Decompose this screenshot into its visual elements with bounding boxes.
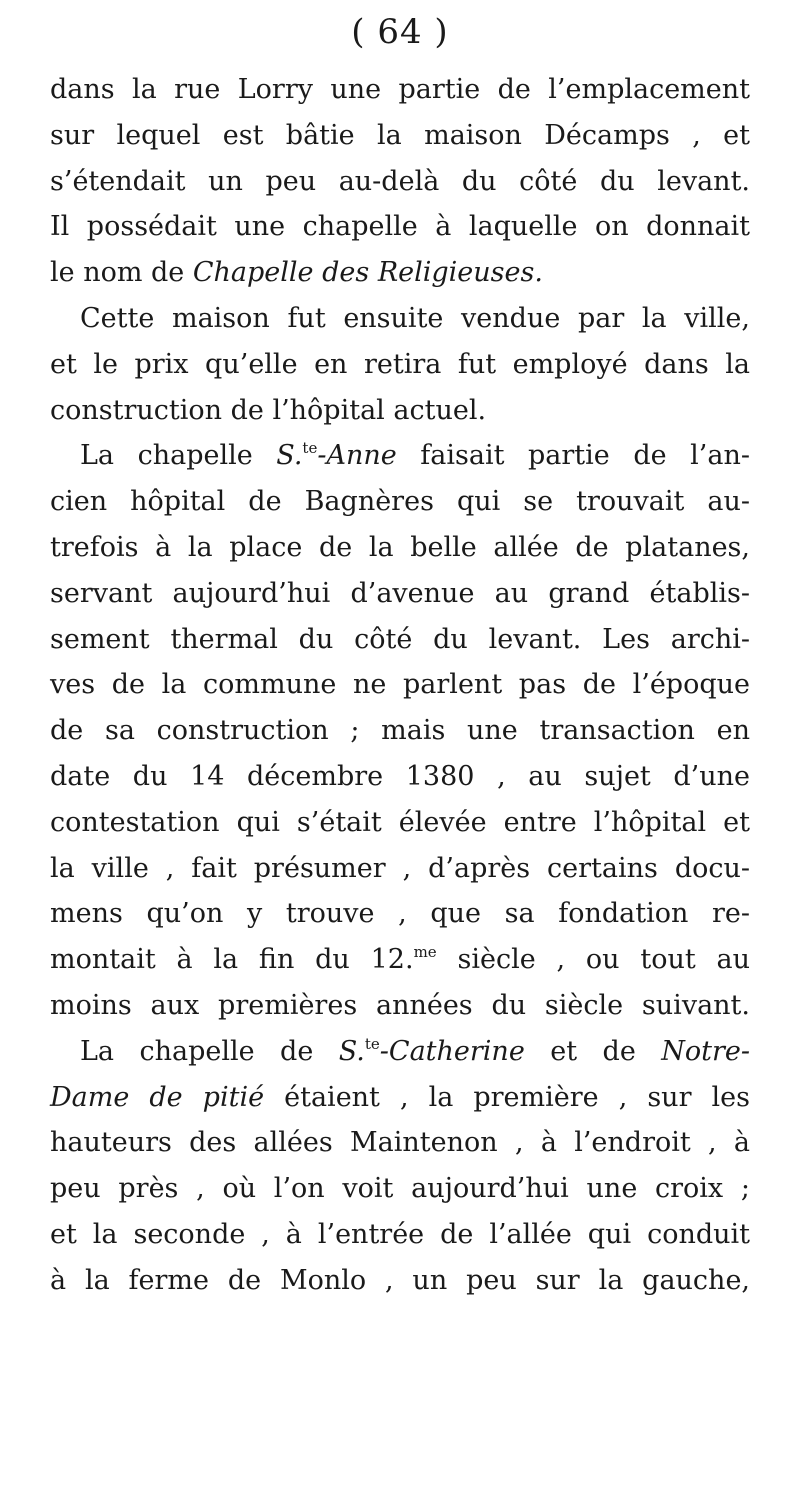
text-line xyxy=(50,250,750,296)
text-segment: Cette maison fut ensuite vendue par la ville, xyxy=(80,302,750,334)
text-segment: La chapelle xyxy=(80,440,277,472)
text-line xyxy=(50,342,750,388)
text-line xyxy=(50,937,750,983)
text-segment: La chapelle de xyxy=(80,1035,339,1067)
text-line xyxy=(50,571,750,617)
text-segment: hauteurs des allées Maintenon , à l’endroit , à xyxy=(50,1127,750,1159)
text-segment: sement thermal du côté du levant. Les archi- xyxy=(50,623,750,655)
text-line xyxy=(50,800,750,846)
text-line xyxy=(50,708,750,754)
text-line xyxy=(50,1075,750,1121)
superscript: te xyxy=(364,1034,380,1053)
text-segment: à la ferme de Monlo , un peu sur la gauche, xyxy=(50,1264,750,1296)
text-line xyxy=(50,1120,750,1166)
text-segment: la ville , fait présumer , d’après certains docu- xyxy=(50,852,750,884)
text-line xyxy=(50,846,750,892)
italic-text: -Anne xyxy=(317,440,397,472)
text-line xyxy=(50,479,750,525)
text-segment: montait à la fin du 12. xyxy=(50,944,414,976)
text-segment: contestation qui s’était élevée entre l’hôpital et xyxy=(50,806,750,838)
text-line xyxy=(50,617,750,663)
text-segment: construction de l’hôpital actuel. xyxy=(50,394,487,426)
text-segment: et le prix qu’elle en retira fut employé dans la xyxy=(50,348,750,380)
text-line xyxy=(50,204,750,250)
text-line xyxy=(50,159,750,205)
text-segment: de sa construction ; mais une transaction en xyxy=(50,715,750,747)
text-line xyxy=(50,1258,750,1304)
text-segment: cien hôpital de Bagnères qui se trouvait au- xyxy=(50,486,750,518)
text-segment: dans la rue Lorry une partie de l’emplacement xyxy=(50,74,750,105)
body-text xyxy=(50,67,750,1304)
text-line xyxy=(50,754,750,800)
text-line xyxy=(50,983,750,1029)
text-line xyxy=(50,67,750,113)
text-segment: ves de la commune ne parlent pas de l’époque xyxy=(50,669,750,701)
text-line xyxy=(50,525,750,571)
text-segment: siècle , ou tout au xyxy=(436,944,750,976)
italic-text: Chapelle des Religieuses. xyxy=(192,257,543,289)
text-segment: Il possédait une chapelle à laquelle on donnait xyxy=(50,211,750,243)
text-line xyxy=(50,1166,750,1212)
italic-text: S. xyxy=(276,440,303,472)
text-line xyxy=(50,433,750,479)
superscript: me xyxy=(413,943,437,962)
text-segment: et de xyxy=(524,1035,662,1067)
text-line xyxy=(50,662,750,708)
text-line xyxy=(50,1212,750,1258)
italic-text: -Catherine xyxy=(379,1035,525,1067)
text-line xyxy=(50,296,750,342)
italic-text: Notre- xyxy=(661,1035,751,1067)
text-line xyxy=(50,891,750,937)
text-line xyxy=(50,1029,750,1075)
italic-text: S. xyxy=(338,1035,365,1067)
text-segment: trefois à la place de la belle allée de platanes, xyxy=(50,531,750,563)
text-segment: faisait partie de l’an- xyxy=(396,440,751,472)
text-segment: moins aux premières années du siècle suivant. xyxy=(50,989,750,1021)
text-segment: mens qu’on y trouve , que sa fondation re- xyxy=(50,898,750,930)
text-segment: date du 14 décembre 1380 , au sujet d’une xyxy=(50,760,750,792)
text-segment: sur lequel est bâtie la maison Décamps , et xyxy=(50,119,750,151)
text-segment: le nom de xyxy=(50,257,193,289)
text-segment: peu près , où l’on voit aujourd’hui une croix ; xyxy=(50,1173,750,1205)
italic-text: Dame de pitié xyxy=(50,1081,265,1113)
text-segment: servant aujourd’hui d’avenue au grand établis- xyxy=(50,577,750,609)
text-line xyxy=(50,113,750,159)
text-segment: étaient , la première , sur les xyxy=(264,1081,750,1113)
text-line xyxy=(50,388,750,434)
page-number: ( 64 ) xyxy=(351,12,449,52)
superscript: te xyxy=(302,439,318,458)
text-segment: et la seconde , à l’entrée de l’allée qui conduit xyxy=(50,1218,750,1250)
text-segment: s’étendait un peu au-delà du côté du levant. xyxy=(50,165,750,197)
